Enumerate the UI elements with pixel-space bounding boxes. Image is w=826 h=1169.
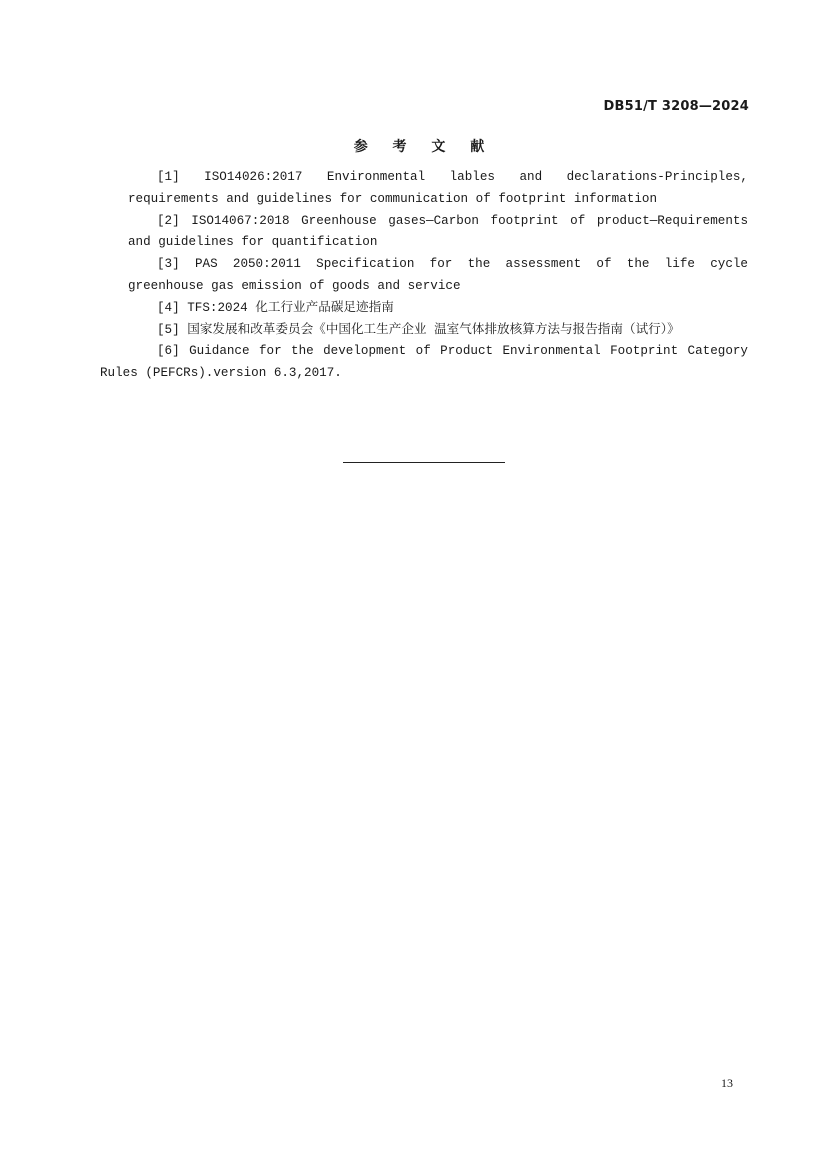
reference-item-5 — [100, 320, 748, 342]
reference-text: PAS 2050:2011 Specification for the assessment of the life cycle greenhouse gas emission of goods and service — [128, 257, 748, 293]
page-number: 13 — [721, 1076, 733, 1090]
reference-number: [1] — [157, 170, 180, 184]
reference-item-4 — [100, 298, 748, 320]
reference-text: ISO14026:2017 Environmental lables and declarations-Principles, requirements and guidelines for communication of footprint information — [128, 170, 748, 206]
reference-number: [2] — [157, 213, 180, 228]
reference-item-6 — [100, 341, 748, 385]
reference-text: TFS:2024 化工行业产品碳足迹指南 — [179, 300, 394, 315]
section-title: 参 考 文 献 — [353, 139, 495, 155]
reference-item-2 — [100, 211, 748, 255]
reference-text: ISO14067:2018 Greenhouse gases—Carbon footprint of product—Requirements and guidelines for quantification — [128, 213, 748, 250]
reference-number: [6] — [157, 344, 180, 359]
reference-text: Guidance for the development of Product Environmental Footprint Category Rules (PEFCRs).version 6.3,2017. — [100, 344, 748, 381]
reference-number: [5] — [157, 322, 180, 337]
reference-list — [100, 167, 748, 385]
end-of-document-rule — [343, 462, 505, 463]
reference-text: 国家发展和改革委员会《中国化工生产企业 温室气体排放核算方法与报告指南（试行）》 — [179, 322, 680, 337]
reference-item-1 — [100, 167, 748, 211]
reference-item-3 — [100, 254, 748, 298]
document-code: DB51/T 3208—2024 — [603, 99, 749, 114]
reference-number: [4] — [157, 300, 180, 315]
reference-number: [3] — [157, 257, 180, 272]
